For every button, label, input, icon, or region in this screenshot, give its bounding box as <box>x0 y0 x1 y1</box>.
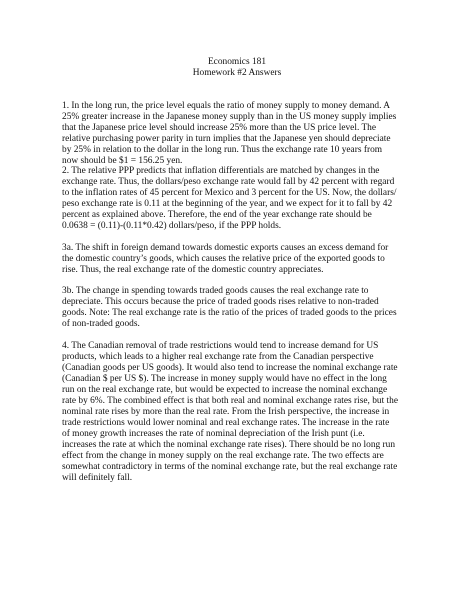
text-line: (Canadian $ per US $). The increase in money supply would have no effect in the long <box>62 374 387 384</box>
text-line: run on the real exchange rate, but would be expected to increase the nominal exchange <box>62 385 388 395</box>
answer-paragraph-1 <box>62 101 422 167</box>
text-line: of money growth increases the rate of nominal depreciation of the Irish punt (i.e. <box>62 429 365 439</box>
text-line: exchange rate. Thus, the dollars/peso exchange rate would fall by 42 percent with regard <box>62 177 395 187</box>
text-line: 3b. The change in spending towards traded goods causes the real exchange rate to <box>62 286 369 296</box>
text-line: percent as explained above. Therefore, the end of the year exchange rate should be <box>62 210 372 220</box>
text-line: 25% greater increase in the Japanese money supply than in the US money supply implies <box>62 112 397 122</box>
text-line: 1. In the long run, the price level equals the ratio of money supply to money demand. A <box>62 101 391 111</box>
text-line: somewhat contradictory in terms of the nominal exchange rate, but the real exchange rate <box>62 462 398 472</box>
text-line: of non-traded goods. <box>62 319 140 329</box>
text-line: relative purchasing power parity in turn implies that the Japanese yen should depreciate <box>62 134 391 144</box>
answer-paragraph-3b <box>62 286 422 330</box>
text-line: depreciate. This occurs because the price of traded goods rises relative to non-traded <box>62 297 379 307</box>
document-header <box>0 57 474 79</box>
homework-title: Homework #2 Answers <box>192 68 282 78</box>
text-line: 3a. The shift in foreign demand towards domestic exports causes an excess demand for <box>62 243 389 253</box>
text-line: rate by 6%. The combined effect is that both real and nominal exchange rates rise, but the <box>62 396 398 406</box>
text-line: 4. The Canadian removal of trade restrictions would tend to increase demand for US <box>62 341 379 351</box>
answer-paragraph-3a <box>62 243 422 276</box>
text-line: (Canadian goods per US goods). It would also tend to increase the nominal exchange rate <box>62 363 398 373</box>
text-line: products, which leads to a higher real exchange rate from the Canadian perspective <box>62 352 374 362</box>
text-line: to the inflation rates of 45 percent for Mexico and 3 percent for the US. Now, the dollars/ <box>62 188 397 198</box>
text-line: that the Japanese price level should increase 25% more than the US price level. The <box>62 123 377 133</box>
text-line: rise. Thus, the real exchange rate of the domestic country appreciates. <box>62 265 324 275</box>
text-line: increases the rate at which the nominal exchange rate rises). There should be no long run <box>62 440 396 450</box>
text-line: now should be $1 = 156.25 yen. <box>62 156 183 166</box>
answer-paragraph-4 <box>62 341 422 484</box>
text-line: goods. Note: The real exchange rate is the ratio of the prices of traded goods to the prices <box>62 308 397 318</box>
text-line: trade restrictions would lower nominal and real exchange rates. The increase in the rate <box>62 418 390 428</box>
answer-paragraph-2 <box>62 166 422 232</box>
text-line: will definitely fall. <box>62 473 133 483</box>
course-title: Economics 181 <box>207 57 267 67</box>
text-line: 0.0638 = (0.11)-(0.11*0.42) dollars/peso, if the PPP holds. <box>62 221 282 231</box>
text-line: peso exchange rate is 0.11 at the beginning of the year, and we expect for it to fall by 42 <box>62 199 393 209</box>
text-line: nominal rate rises by more than the real rate. From the Irish perspective, the increase in <box>62 407 390 417</box>
text-line: the domestic country’s goods, which causes the relative price of the exported goods to <box>62 254 385 264</box>
text-line: by 25% in relation to the dollar in the long run. Thus the exchange rate 10 years from <box>62 145 383 155</box>
text-line: 2. The relative PPP predicts that inflation differentials are matched by changes in the <box>62 166 380 176</box>
text-line: effect from the change in money supply on the real exchange rate. The two effects are <box>62 451 384 461</box>
